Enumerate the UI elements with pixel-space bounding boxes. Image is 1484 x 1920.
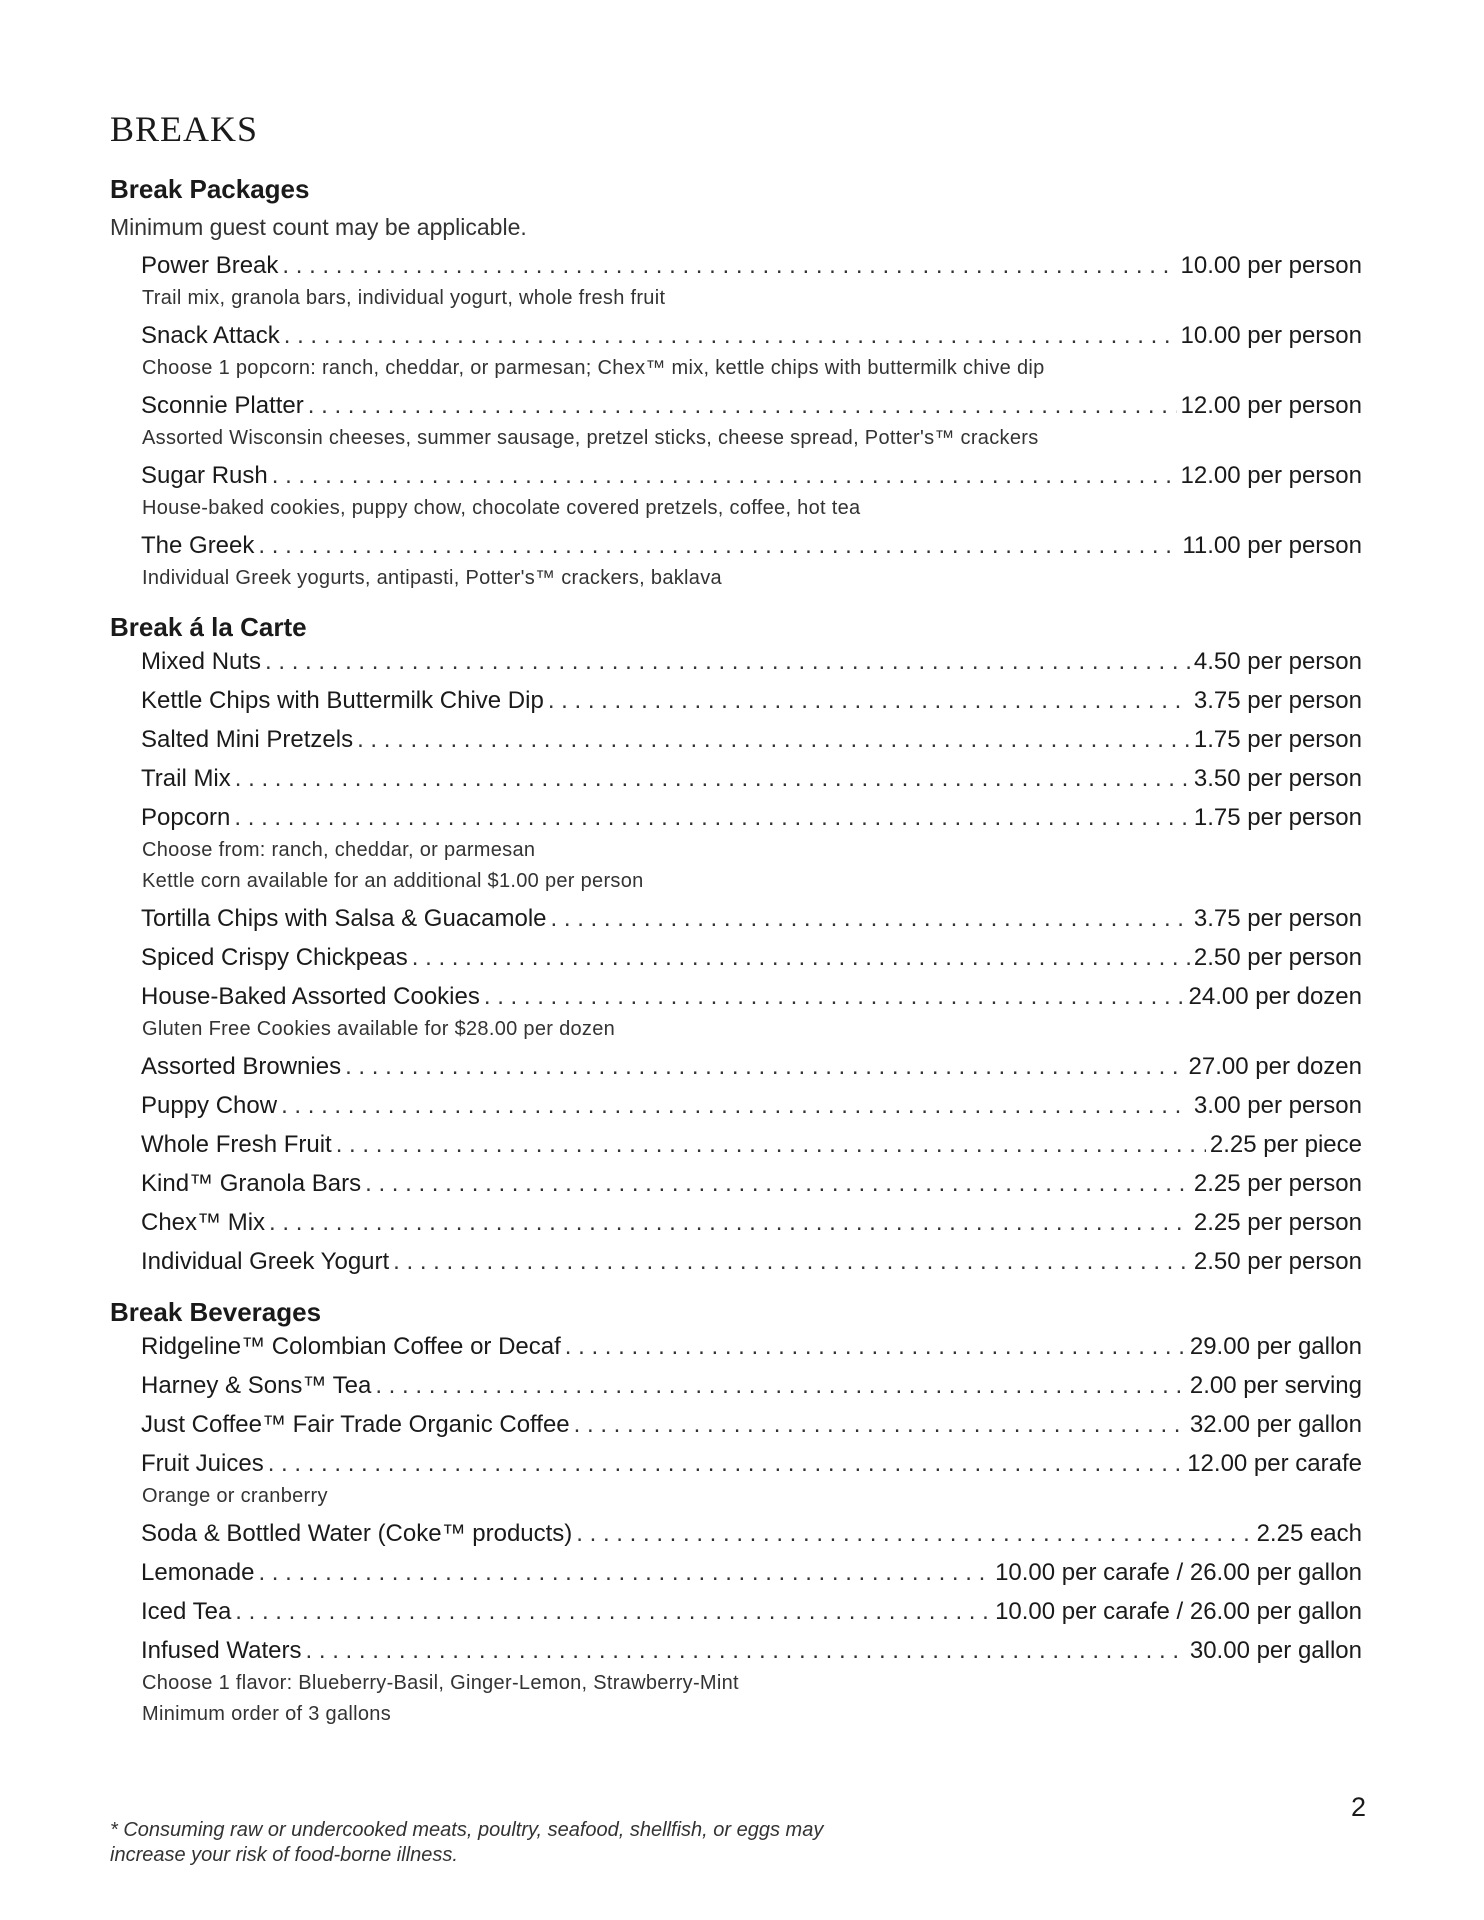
menu-item-row — [141, 1244, 1362, 1279]
menu-item-name: Harney & Sons™ Tea — [141, 1372, 372, 1399]
menu-item-price: 2.00 per serving — [1189, 1372, 1362, 1399]
menu-item-price: 11.00 per person — [1182, 532, 1362, 559]
dot-leader — [268, 1446, 1184, 1481]
dot-leader — [565, 1329, 1186, 1364]
menu-item-price: 12.00 per carafe — [1187, 1450, 1362, 1477]
menu-item-price: 12.00 per person — [1180, 392, 1362, 419]
menu-item-name: Sugar Rush — [141, 462, 268, 489]
menu-item-name: Salted Mini Pretzels — [141, 726, 354, 753]
menu-item-description: Choose 1 popcorn: ranch, cheddar, or parmesan; Chex™ mix, kettle chips with buttermilk chive dip — [142, 357, 1045, 379]
menu-item-row — [141, 940, 1362, 975]
menu-item-row — [141, 388, 1362, 423]
dot-leader — [282, 248, 1176, 283]
menu-item-row — [141, 458, 1362, 493]
menu-item — [141, 1446, 1362, 1512]
menu-item-price: 3.75 per person — [1193, 687, 1362, 714]
dot-leader — [235, 1594, 991, 1629]
menu-page — [110, 108, 1362, 1746]
menu-section — [110, 172, 1362, 594]
menu-item-name: Power Break — [141, 252, 279, 279]
menu-item-price: 29.00 per gallon — [1189, 1333, 1362, 1360]
menu-item-name: Whole Fresh Fruit — [141, 1131, 332, 1158]
dot-leader — [576, 1516, 1252, 1551]
menu-item-price: 3.50 per person — [1193, 765, 1362, 792]
menu-item-row — [141, 1127, 1362, 1162]
menu-item-name: Kind™ Granola Bars — [141, 1170, 362, 1197]
menu-item-name: Ridgeline™ Colombian Coffee or Decaf — [141, 1333, 561, 1360]
menu-item-price: 1.75 per person — [1193, 726, 1362, 753]
menu-item — [141, 528, 1362, 594]
dot-leader — [393, 1244, 1190, 1279]
menu-item-description: House-baked cookies, puppy chow, chocolate covered pretzels, coffee, hot tea — [142, 497, 861, 519]
section-note: Minimum guest count may be applicable. — [110, 214, 527, 240]
page-title: BREAKS — [110, 109, 259, 149]
menu-item-price: 2.25 per person — [1193, 1170, 1362, 1197]
menu-item-row — [141, 683, 1362, 718]
menu-item-price: 3.75 per person — [1193, 905, 1362, 932]
dot-leader — [265, 644, 1190, 679]
menu-item-row — [141, 248, 1362, 283]
menu-item — [141, 458, 1362, 524]
menu-item-description: Orange or cranberry — [142, 1485, 328, 1507]
menu-item-name: Individual Greek Yogurt — [141, 1248, 390, 1275]
menu-item-price: 10.00 per carafe / 26.00 per gallon — [995, 1598, 1362, 1625]
section-title: Break Beverages — [110, 1297, 322, 1327]
menu-item-row — [141, 1407, 1362, 1442]
menu-item — [141, 644, 1362, 679]
menu-item-row — [141, 761, 1362, 796]
menu-item-price: 2.50 per person — [1193, 1248, 1362, 1275]
menu-item-row — [141, 1633, 1362, 1668]
menu-item-row — [141, 1368, 1362, 1403]
menu-item-description: Individual Greek yogurts, antipasti, Potter's™ crackers, baklava — [142, 567, 722, 589]
menu-item-price: 2.25 per piece — [1209, 1131, 1362, 1158]
menu-item — [141, 1516, 1362, 1551]
menu-item-price: 2.25 each — [1256, 1520, 1362, 1547]
menu-item-list — [141, 248, 1362, 594]
menu-item-price: 3.00 per person — [1193, 1092, 1362, 1119]
dot-leader — [258, 1555, 991, 1590]
menu-item-name: Chex™ Mix — [141, 1209, 266, 1236]
menu-item-row — [141, 1555, 1362, 1590]
menu-item-name: House-Baked Assorted Cookies — [141, 983, 480, 1010]
menu-item-row — [141, 901, 1362, 936]
menu-item — [141, 1166, 1362, 1201]
section-title: Break á la Carte — [110, 612, 307, 642]
dot-leader — [235, 761, 1190, 796]
dot-leader — [484, 979, 1185, 1014]
dot-leader — [357, 722, 1190, 757]
menu-item-price: 32.00 per gallon — [1189, 1411, 1362, 1438]
menu-item-name: Just Coffee™ Fair Trade Organic Coffee — [141, 1411, 570, 1438]
dot-leader — [548, 683, 1190, 718]
menu-item — [141, 248, 1362, 314]
dot-leader — [336, 1127, 1206, 1162]
menu-item-row — [141, 1446, 1362, 1481]
menu-item-name: Puppy Chow — [141, 1092, 278, 1119]
dot-leader — [281, 1088, 1190, 1123]
menu-item-price: 10.00 per person — [1180, 322, 1362, 349]
menu-item-price: 2.25 per person — [1193, 1209, 1362, 1236]
menu-item-price: 4.50 per person — [1193, 648, 1362, 675]
menu-item-row — [141, 1594, 1362, 1629]
menu-item-row — [141, 1049, 1362, 1084]
menu-item-description: Kettle corn available for an additional $1.00 per person — [142, 870, 644, 892]
menu-item-name: Assorted Brownies — [141, 1053, 342, 1080]
menu-item — [141, 1127, 1362, 1162]
dot-leader — [345, 1049, 1184, 1084]
dot-leader — [306, 1633, 1186, 1668]
menu-item — [141, 1555, 1362, 1590]
menu-item — [141, 1244, 1362, 1279]
menu-item-name: Snack Attack — [141, 322, 280, 349]
menu-item — [141, 979, 1362, 1045]
menu-item — [141, 940, 1362, 975]
menu-item-name: Fruit Juices — [141, 1450, 264, 1477]
menu-item-name: Trail Mix — [141, 765, 231, 792]
menu-item-row — [141, 1205, 1362, 1240]
menu-item-description: Choose 1 flavor: Blueberry-Basil, Ginger-Lemon, Strawberry-Mint — [142, 1672, 739, 1694]
menu-item-row — [141, 800, 1362, 835]
menu-item — [141, 388, 1362, 454]
menu-item-name: Infused Waters — [141, 1637, 302, 1664]
menu-item-description: Gluten Free Cookies available for $28.00 per dozen — [142, 1018, 616, 1040]
menu-item-name: Tortilla Chips with Salsa & Guacamole — [141, 905, 547, 932]
menu-item-name: The Greek — [141, 532, 255, 559]
page-number: 2 — [1350, 1792, 1366, 1822]
dot-leader — [365, 1166, 1190, 1201]
menu-sections — [110, 172, 1362, 1730]
menu-item-name: Sconnie Platter — [141, 392, 304, 419]
menu-item — [141, 761, 1362, 796]
menu-item-description: Trail mix, granola bars, individual yogurt, whole fresh fruit — [142, 287, 666, 309]
dot-leader — [284, 318, 1177, 353]
menu-item-price: 30.00 per gallon — [1189, 1637, 1362, 1664]
menu-item — [141, 1329, 1362, 1364]
menu-item-row — [141, 1088, 1362, 1123]
menu-item-list — [141, 644, 1362, 1279]
dot-leader — [551, 901, 1190, 936]
menu-item-price: 10.00 per carafe / 26.00 per gallon — [995, 1559, 1362, 1586]
dot-leader — [272, 458, 1177, 493]
menu-item-name: Popcorn — [141, 804, 231, 831]
menu-item — [141, 1088, 1362, 1123]
menu-item — [141, 683, 1362, 718]
menu-item-row — [141, 318, 1362, 353]
menu-item-price: 24.00 per dozen — [1188, 983, 1362, 1010]
dot-leader — [269, 1205, 1190, 1240]
menu-item-price: 10.00 per person — [1180, 252, 1362, 279]
menu-item-row — [141, 979, 1362, 1014]
menu-item-name: Kettle Chips with Buttermilk Chive Dip — [141, 687, 544, 714]
menu-item — [141, 318, 1362, 384]
menu-item-price: 27.00 per dozen — [1188, 1053, 1362, 1080]
section-title: Break Packages — [110, 174, 310, 204]
menu-item-list — [141, 1329, 1362, 1730]
menu-item — [141, 800, 1362, 897]
menu-item-name: Soda & Bottled Water (Coke™ products) — [141, 1520, 573, 1547]
dot-leader — [412, 940, 1190, 975]
menu-item-row — [141, 722, 1362, 757]
dot-leader — [574, 1407, 1186, 1442]
menu-item-row — [141, 1516, 1362, 1551]
menu-item-description: Choose from: ranch, cheddar, or parmesan — [142, 839, 536, 861]
menu-item — [141, 1368, 1362, 1403]
menu-item — [141, 1407, 1362, 1442]
menu-item — [141, 1594, 1362, 1629]
menu-item — [141, 722, 1362, 757]
menu-item-name: Spiced Crispy Chickpeas — [141, 944, 408, 971]
menu-item-price: 1.75 per person — [1193, 804, 1362, 831]
menu-item-description: Minimum order of 3 gallons — [142, 1703, 392, 1725]
dot-leader — [308, 388, 1177, 423]
menu-section — [110, 1295, 1362, 1730]
menu-item-price: 2.50 per person — [1193, 944, 1362, 971]
menu-item-name: Iced Tea — [141, 1598, 232, 1625]
menu-item — [141, 901, 1362, 936]
menu-item-row — [141, 1329, 1362, 1364]
dot-leader — [234, 800, 1189, 835]
menu-section — [110, 610, 1362, 1279]
menu-item — [141, 1205, 1362, 1240]
dot-leader — [375, 1368, 1186, 1403]
menu-item — [141, 1049, 1362, 1084]
menu-item-price: 12.00 per person — [1180, 462, 1362, 489]
menu-item-description: Assorted Wisconsin cheeses, summer sausage, pretzel sticks, cheese spread, Potter's™ crackers — [142, 427, 1039, 449]
menu-item — [141, 1633, 1362, 1730]
menu-item-name: Mixed Nuts — [141, 648, 262, 675]
dot-leader — [258, 528, 1178, 563]
menu-item-row — [141, 528, 1362, 563]
menu-item-name: Lemonade — [141, 1559, 255, 1586]
food-safety-footnote: * Consuming raw or undercooked meats, poultry, seafood, shellfish, or eggs may increase your risk of food-borne illness. — [110, 1819, 824, 1866]
menu-item-row — [141, 644, 1362, 679]
menu-item-row — [141, 1166, 1362, 1201]
